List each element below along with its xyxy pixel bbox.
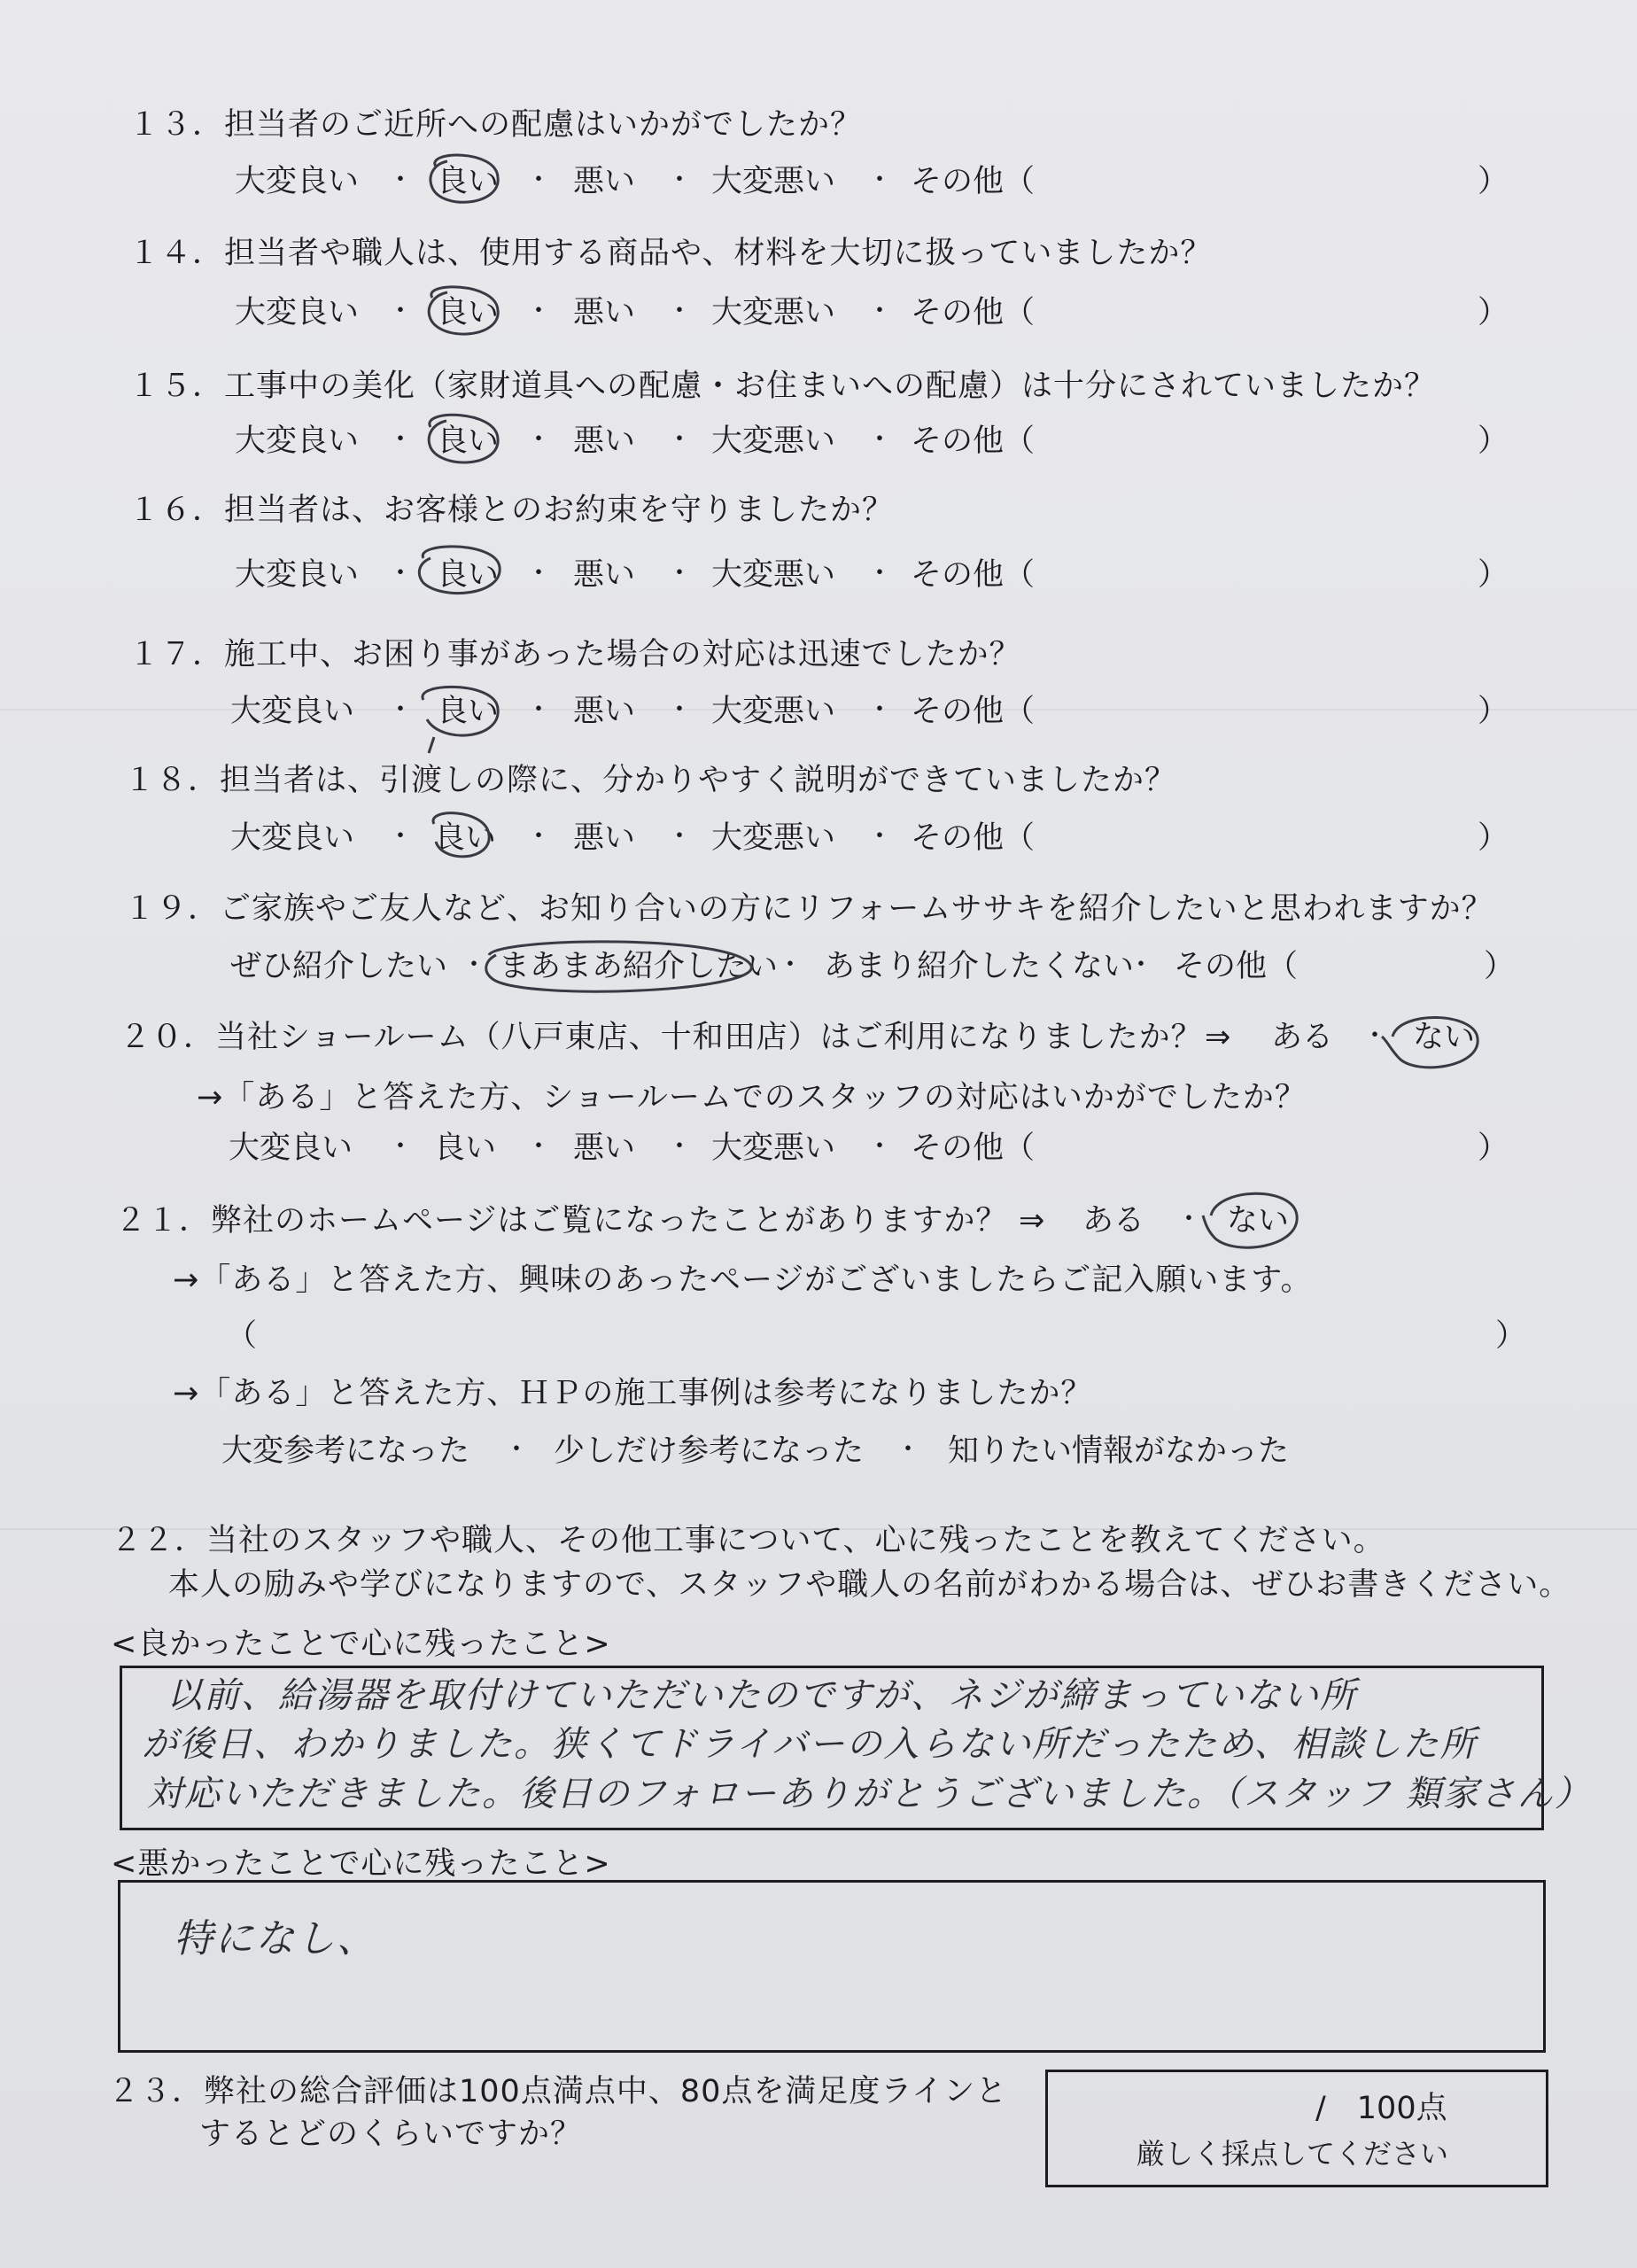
- separator: ・: [1128, 950, 1154, 981]
- separator: ・: [1175, 1204, 1202, 1235]
- separator: ・: [525, 165, 552, 196]
- option-very-bad[interactable]: 大変悪い: [711, 423, 836, 459]
- separator: ・: [666, 424, 693, 455]
- option-bad[interactable]: 悪い: [573, 295, 636, 330]
- score-box[interactable]: [1045, 2070, 1548, 2187]
- separator: ・: [866, 821, 893, 852]
- separator: ・: [387, 296, 414, 327]
- arrow-icon: ⇒: [1019, 1203, 1045, 1239]
- option-other[interactable]: その他（: [911, 423, 1036, 459]
- arrow-icon: ⇒: [1205, 1020, 1231, 1055]
- option-good[interactable]: 良い: [437, 164, 500, 199]
- separator: ・: [525, 424, 552, 455]
- option-bad[interactable]: 悪い: [573, 1130, 636, 1166]
- bad-comment-text: 特になし、: [174, 1916, 377, 1961]
- bad-section-label: <悪かったことで心に残ったこと>: [111, 1846, 611, 1882]
- option-good[interactable]: 良い: [434, 1130, 497, 1166]
- separator: ・: [866, 1131, 893, 1162]
- option-very-good[interactable]: 大変良い: [230, 694, 355, 729]
- separator: ・: [666, 165, 693, 196]
- separator: ・: [777, 950, 803, 981]
- separator: ・: [387, 558, 414, 589]
- separator: ・: [387, 695, 414, 726]
- separator: ・: [895, 1434, 921, 1465]
- question-23-line2: するとどのくらいですか？: [199, 2117, 583, 2152]
- question-15: １５．工事中の美化（家財道具への配慮・お住まいへの配慮）は十分にされていましたか？: [128, 369, 1437, 404]
- option-very-bad[interactable]: 大変悪い: [711, 1130, 836, 1166]
- option-bad[interactable]: 悪い: [573, 694, 636, 729]
- close-paren: ）: [1478, 557, 1509, 593]
- option-other[interactable]: その他（: [911, 694, 1036, 729]
- score-note: 厳しく採点してください: [1137, 2137, 1449, 2171]
- question-14: １４．担当者や職人は、使用する商品や、材料を大切に扱っていましたか？: [128, 236, 1213, 271]
- option-very-bad[interactable]: 大変悪い: [711, 557, 836, 593]
- option-bad[interactable]: 悪い: [573, 557, 636, 593]
- separator: ・: [525, 695, 552, 726]
- option-very-bad[interactable]: 大変悪い: [711, 820, 836, 856]
- close-paren: ）: [1478, 820, 1509, 856]
- option-bad[interactable]: 悪い: [573, 423, 636, 459]
- option-very-good[interactable]: 大変良い: [235, 557, 360, 593]
- separator: ・: [666, 695, 693, 726]
- close-paren: ）: [1478, 295, 1509, 330]
- separator: ・: [866, 558, 893, 589]
- good-comment-box[interactable]: [120, 1666, 1592, 1830]
- option-slightly-helpful[interactable]: 少しだけ参考になった: [554, 1433, 865, 1469]
- bad-comment-box[interactable]: [118, 1880, 1546, 2053]
- separator: ・: [666, 821, 693, 852]
- option-no-info-wanted[interactable]: 知りたい情報がなかった: [948, 1433, 1290, 1469]
- option-somewhat-recommend[interactable]: まあまあ紹介したい: [499, 949, 779, 984]
- question-16: １６．担当者は、お客様とのお約束を守りましたか？: [128, 493, 895, 528]
- good-comment-line-2: が後日、わかりました。狭くてドライバーの入らない所だったため、相談した所: [142, 1724, 1478, 1765]
- option-very-helpful[interactable]: 大変参考になった: [221, 1433, 470, 1469]
- good-section-label: <良かったことで心に残ったこと>: [111, 1627, 611, 1662]
- option-other[interactable]: その他（: [911, 820, 1036, 856]
- close-paren: ）: [1478, 423, 1509, 459]
- separator: ・: [461, 950, 487, 981]
- separator: ・: [387, 424, 414, 455]
- option-definitely-recommend[interactable]: ぜひ紹介したい: [230, 949, 448, 984]
- option-good[interactable]: 良い: [437, 423, 500, 459]
- question-21-followup-2: →「ある」と答えた方、ＨＰの施工事例は参考になりましたか？: [173, 1376, 1093, 1411]
- option-very-bad[interactable]: 大変悪い: [711, 694, 836, 729]
- option-no[interactable]: ない: [1227, 1203, 1290, 1239]
- option-bad[interactable]: 悪い: [573, 820, 636, 856]
- question-17: １７．施工中、お困り事があった場合の対応は迅速でしたか？: [128, 637, 1021, 672]
- option-very-good[interactable]: 大変良い: [235, 423, 360, 459]
- question-21: ２１．弊社のホームページはご覧になったことがありますか？: [115, 1203, 1008, 1239]
- question-19: １９．ご家族やご友人など、お知り合いの方にリフォームササキを紹介したいと思われますか？: [124, 891, 1493, 927]
- close-paren: ）: [1478, 164, 1509, 199]
- option-good[interactable]: 良い: [437, 694, 500, 729]
- separator: ・: [666, 558, 693, 589]
- option-other[interactable]: その他（: [911, 164, 1036, 199]
- option-yes[interactable]: ある: [1082, 1203, 1145, 1239]
- interesting-page-field[interactable]: [266, 1317, 1479, 1358]
- separator: ・: [666, 1131, 693, 1162]
- open-paren: （: [226, 1318, 258, 1354]
- separator: ・: [387, 821, 414, 852]
- option-very-bad[interactable]: 大変悪い: [711, 164, 836, 199]
- separator: ・: [525, 558, 552, 589]
- close-paren: ）: [1484, 949, 1516, 984]
- option-very-good[interactable]: 大変良い: [229, 1130, 353, 1166]
- question-20-followup: →「ある」と答えた方、ショールームでのスタッフの対応はいかがでしたか？: [197, 1080, 1307, 1115]
- option-very-bad[interactable]: 大変悪い: [711, 295, 836, 330]
- option-no[interactable]: ない: [1413, 1020, 1476, 1055]
- separator: ・: [866, 424, 893, 455]
- separator: ・: [1362, 1021, 1388, 1052]
- question-13: １３．担当者のご近所への配慮はいかがでしたか？: [128, 107, 863, 143]
- separator: ・: [525, 1131, 552, 1162]
- separator: ・: [387, 1131, 414, 1162]
- good-comment-line-1: 以前、給湯器を取付けていただいたのですが、ネジが締まっていない所: [167, 1675, 1357, 1716]
- option-very-good[interactable]: 大変良い: [235, 164, 360, 199]
- close-paren: ）: [1478, 1130, 1509, 1166]
- option-bad[interactable]: 悪い: [573, 164, 636, 199]
- separator: ・: [525, 296, 552, 327]
- separator: ・: [387, 165, 414, 196]
- option-rather-not-recommend[interactable]: あまり紹介したくない: [824, 949, 1135, 984]
- option-other[interactable]: その他（: [911, 1130, 1036, 1166]
- option-good[interactable]: 良い: [434, 820, 497, 856]
- question-22-note: 本人の励みや学びになりますので、スタッフや職人の名前がわかる場合は、ぜひお書きください。: [168, 1567, 1571, 1603]
- separator: ・: [525, 821, 552, 852]
- separator: ・: [666, 296, 693, 327]
- question-22: ２２．当社のスタッフや職人、その他工事について、心に残ったことを教えてください。: [111, 1523, 1385, 1558]
- question-21-followup-1: →「ある」と答えた方、興味のあったページがございましたらご記入願います。: [173, 1262, 1313, 1298]
- good-comment-line-3: 対応いただきました。後日のフォローありがとうございました。（スタッフ 類家さん）: [147, 1774, 1592, 1814]
- separator: ・: [866, 165, 893, 196]
- separator: ・: [866, 296, 893, 327]
- question-20: ２０．当社ショールーム（八戸東店、十和田店）はご利用になりましたか？: [120, 1020, 1203, 1055]
- option-good[interactable]: 良い: [437, 295, 500, 330]
- option-good[interactable]: 良い: [437, 557, 500, 593]
- close-paren: ）: [1495, 1318, 1527, 1354]
- separator: ・: [866, 695, 893, 726]
- close-paren: ）: [1478, 694, 1509, 729]
- option-very-good[interactable]: 大変良い: [235, 295, 360, 330]
- separator: ・: [503, 1434, 530, 1465]
- question-23: ２３．弊社の総合評価は100点満点中、80点を満足度ラインと: [108, 2074, 1008, 2109]
- option-other[interactable]: その他（: [911, 295, 1036, 330]
- option-very-good[interactable]: 大変良い: [230, 820, 355, 856]
- score-max: / 100点: [1315, 2091, 1447, 2126]
- option-yes[interactable]: ある: [1271, 1020, 1334, 1055]
- option-other[interactable]: その他（: [1174, 949, 1299, 984]
- option-other[interactable]: その他（: [911, 557, 1036, 593]
- question-18: １８．担当者は、引渡しの際に、分かりやすく説明ができていましたか？: [124, 763, 1177, 798]
